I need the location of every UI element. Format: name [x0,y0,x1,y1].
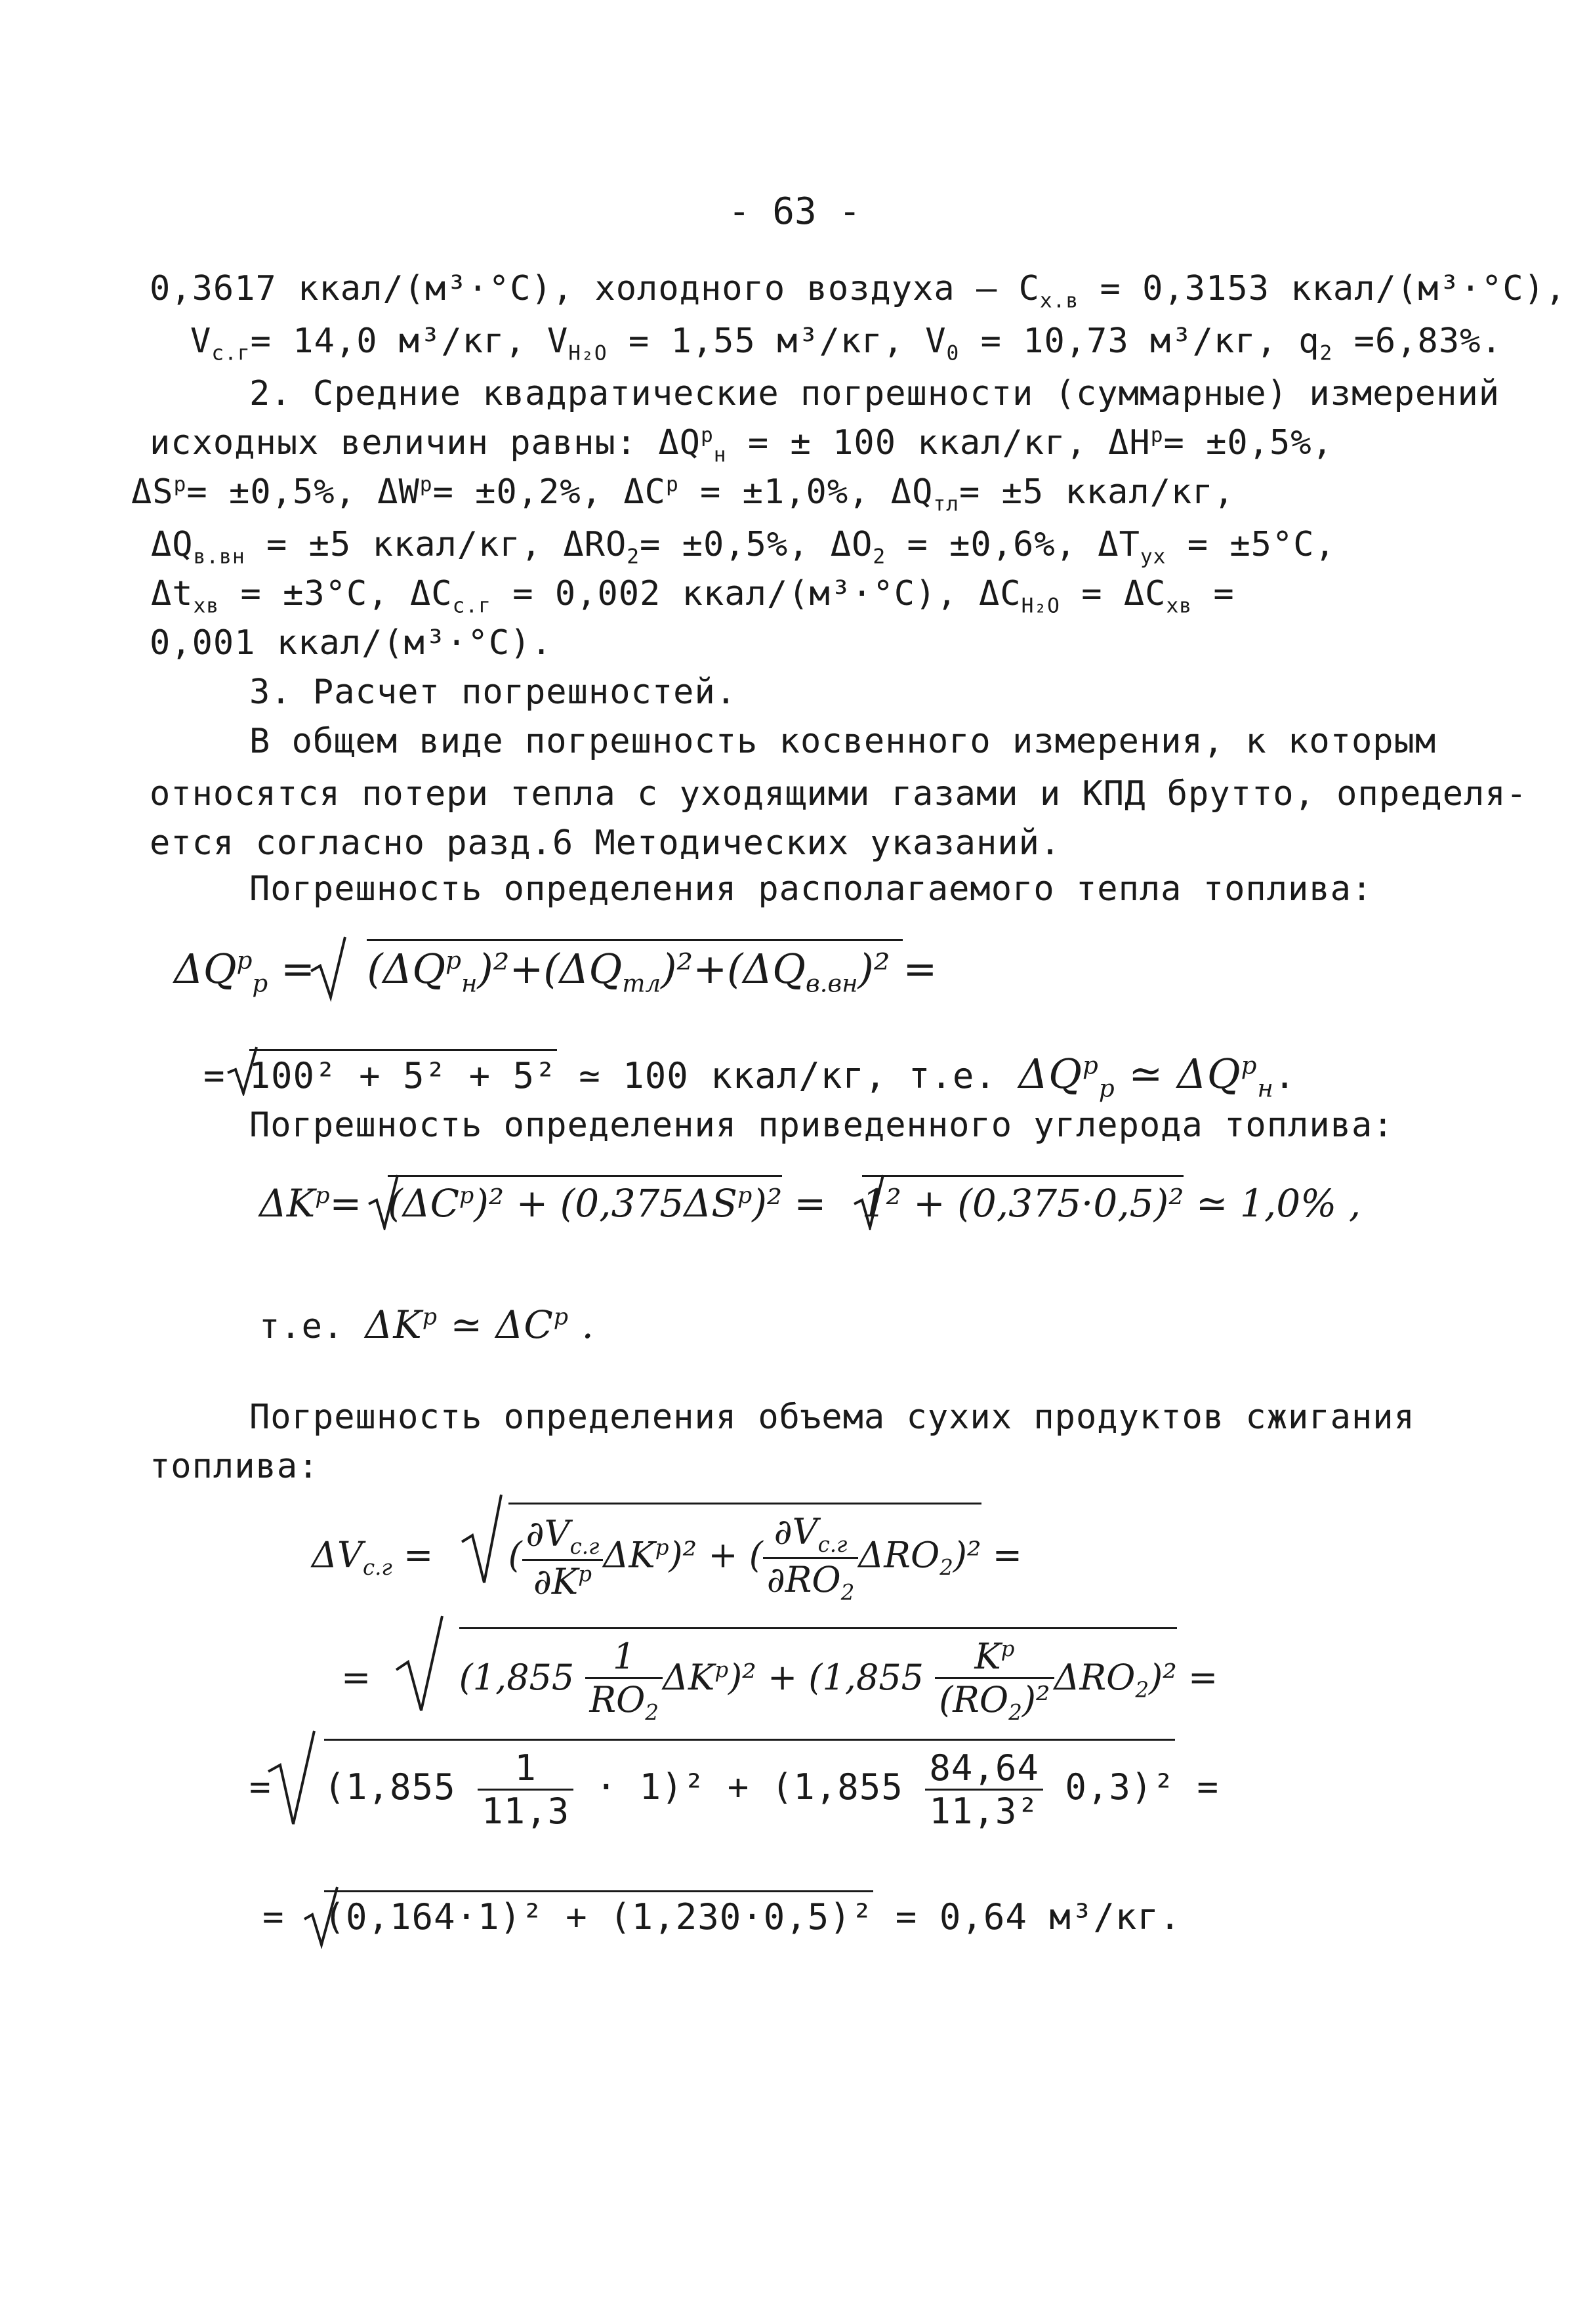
text-line-11: относятся потери тепла с уходящими газами и КПД брутто, определя- [150,774,1527,814]
text-line-6: $\Delta Q_{в.вн} = \pm 5$ ккал/кг, $\Delta RO_2= \pm 0,5\%$, $\Delta O_2 = \pm 0,6\%$, $\Delta T_{ух} = \pm 5^\circ С$, [151,525,1336,569]
equation-7: = (1,855 $\frac{1}{11,3}$ · 1)² + (1,855 $\frac{84,64}{\text{11,3²}}$ 0,3)² = [249,1739,1219,1832]
text-line-17: топлива: [150,1447,320,1486]
section-heading: 3. Расчет погрешностей. [249,673,737,712]
sqrt-sign-5 [459,1489,505,1588]
text-line-7: $\Delta t_{хв} = \pm 3^\circ С$, $\Delta C_{с.г} = 0,002$ ккал/(м³·°С), $\Delta C_{H_2O} = \Delta C_{хв}$ = [151,574,1235,618]
sqrt-sign-2 [226,1043,259,1096]
equation-5: $\Delta V_{с.г}$ = ( $\frac{\partial V_{с.г}}{\partial K^р}$ $\Delta K^р)^2$ + ( $\frac{\partial V_{с.г}}{\partial RO_2}$ $\Delta RO_2)^2$ = [312,1503,1022,1605]
text-line-4: исходных величин равны: $\Delta Q^р_н$ = ± 100 ккал/кг, $\Delta H^р= \pm 0,5\%$, [150,423,1333,467]
sqrt-sign-1 [308,932,348,1004]
equation-8: = (0,164·1)² + (1,230·0,5)² = 0,64 м³/кг. [262,1896,1181,1938]
sqrt-sign-3 [367,1171,400,1230]
text-line-8: 0,001 ккал/(м³·°С). [150,623,552,663]
text-line-13: Погрешность определения располагаемого тепла топлива: [249,869,1373,909]
sqrt-sign-8 [302,1883,341,1949]
text-line-15: т.е. $\Delta K^р$ ≃ $\Delta C^р$ . [259,1302,594,1347]
equation-1: $\Delta Q^р_р = (\Delta Q^р_н)^2+(\Delta Q_{тл})^2+(\Delta Q_{в.вн})^2$ = [174,945,937,997]
sqrt-sign-4 [853,1171,886,1230]
equation-2: = 100² + 5² + 5² ≃ 100 ккал/кг, т.е. $\Delta Q^р_р$ ≃ $\Delta Q^р_н$. [203,1050,1296,1103]
text-line-14: Погрешность определения приведенного углерода топлива: [249,1106,1394,1145]
text-line-3: 2. Средние квадратические погрешности (суммарные) измерений [249,374,1500,413]
sqrt-sign-6 [394,1611,446,1716]
text-line-2: $V_{с.г}= 14,0$ м³/кг, $V_{H_2O} = 1,55$ м³/кг, $V_0 = 10,73$ м³/кг, $q_2 =6,83\%$. [190,322,1502,365]
text-line-10: В общем виде погрешность косвенного измерения, к которым [249,722,1437,761]
equation-6: = (1,855 $\frac{1}{RO_2}$ $\Delta K^р)^2 + (1,855$ $\frac{K^р}{(RO_2)^2}$ $\Delta RO_2)^2$ = [341,1627,1218,1725]
text-line-1: 0,3617 ккал/(м³·°С), холодного воздуха – $C_{х.в} = 0,3153$ ккал/(м³·°С), [150,269,1567,313]
text-line-12: ется согласно разд.6 Методических указаний. [150,823,1062,863]
text-line-16: Погрешность определения объема сухих продуктов сжигания [249,1398,1415,1437]
sqrt-sign-7 [266,1726,318,1831]
equation-3: $\Delta K^р= (\Delta C^р)^2 + (0,375\Delta S^р)^2 = 1^2 + (0,375\cdot 0,5)^2$ ≃ 1,0% , [259,1181,1361,1226]
page-number: - 63 - [728,190,861,233]
text-line-5: $\Delta S^р= \pm 0,5\%$, $\Delta W^р= \pm 0,2\%$, $\Delta C^р = \pm 1,0\%$, $\Delta Q_{тл}= \pm 5$ ккал/кг, [131,472,1235,516]
